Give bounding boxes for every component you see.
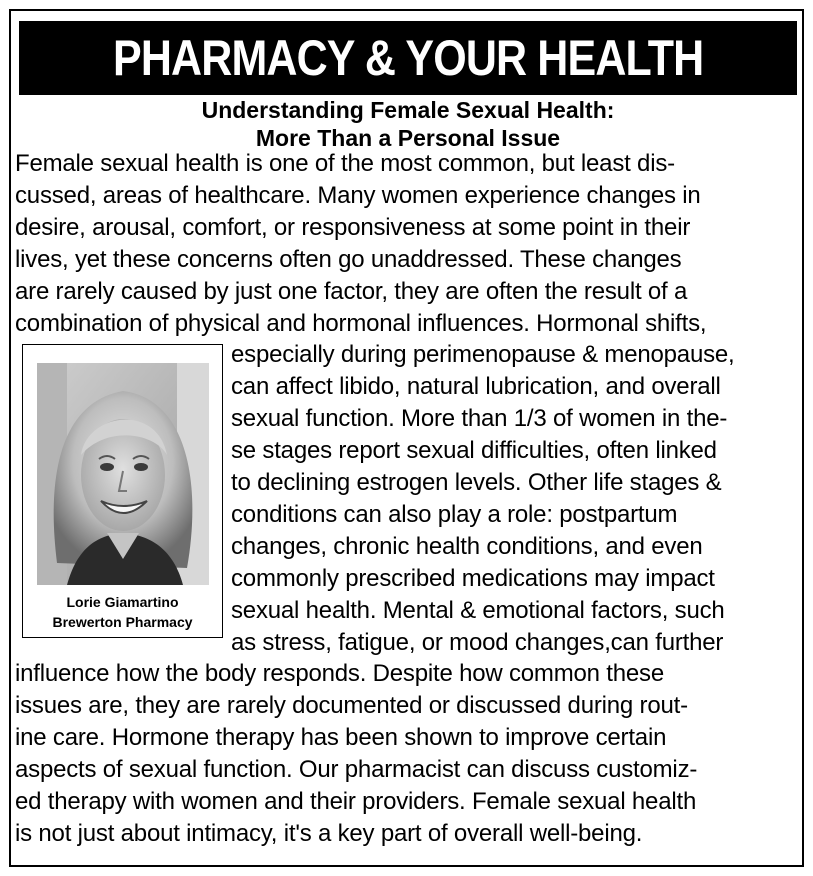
body-line: sexual function. More than 1/3 of women in the- xyxy=(231,405,728,433)
body-line: can affect libido, natural lubrication, and overall xyxy=(231,373,721,401)
body-line: issues are, they are rarely documented or discussed during rout- xyxy=(15,692,688,720)
author-name: Lorie Giamartino xyxy=(66,594,179,610)
author-photo xyxy=(37,363,209,585)
body-line: desire, arousal, comfort, or responsiveness at some point in their xyxy=(15,213,691,241)
body-line: to declining estrogen levels. Other life stages & xyxy=(231,469,722,496)
body-line: commonly prescribed medications may impact xyxy=(231,564,715,592)
body-line: ine care. Hormone therapy has been shown to improve certain xyxy=(15,724,667,752)
body-line: aspects of sexual function. Our pharmacist can discuss customiz- xyxy=(15,756,698,784)
banner-title: PHARMACY & YOUR HEALTH xyxy=(112,30,704,86)
body-line: sexual health. Mental & emotional factors, such xyxy=(231,596,725,624)
body-line: conditions can also play a role: postpartum xyxy=(231,500,678,528)
body-line: combination of physical and hormonal influences. Hormonal shifts, xyxy=(15,309,707,337)
headline-line-1: Understanding Female Sexual Health: xyxy=(201,97,615,123)
author-affiliation: Brewerton Pharmacy xyxy=(52,614,193,630)
body-line: Female sexual health is one of the most common, but least dis- xyxy=(15,150,675,177)
author-photo-box xyxy=(22,344,223,638)
body-line: are rarely caused by just one factor, they are often the result of a xyxy=(15,277,688,305)
body-line: is not just about intimacy, it's a key part of overall well-being. xyxy=(15,819,643,847)
body-line: especially during perimenopause & menopause, xyxy=(231,341,735,369)
body-line: cussed, areas of healthcare. Many women experience changes in xyxy=(15,181,701,209)
body-line: ed therapy with women and their providers. Female sexual health xyxy=(15,788,697,815)
body-line: as stress, fatigue, or mood changes,can further xyxy=(231,628,724,656)
headline-line-2: More Than a Personal Issue xyxy=(255,125,561,151)
column-banner xyxy=(19,21,797,95)
body-line: lives, yet these concerns often go unaddressed. These changes xyxy=(15,245,682,273)
body-line: se stages report sexual difficulties, often linked xyxy=(231,437,717,465)
author-portrait-image xyxy=(37,363,209,585)
body-line: influence how the body responds. Despite how common these xyxy=(15,660,664,688)
body-line: changes, chronic health conditions, and even xyxy=(231,532,703,560)
